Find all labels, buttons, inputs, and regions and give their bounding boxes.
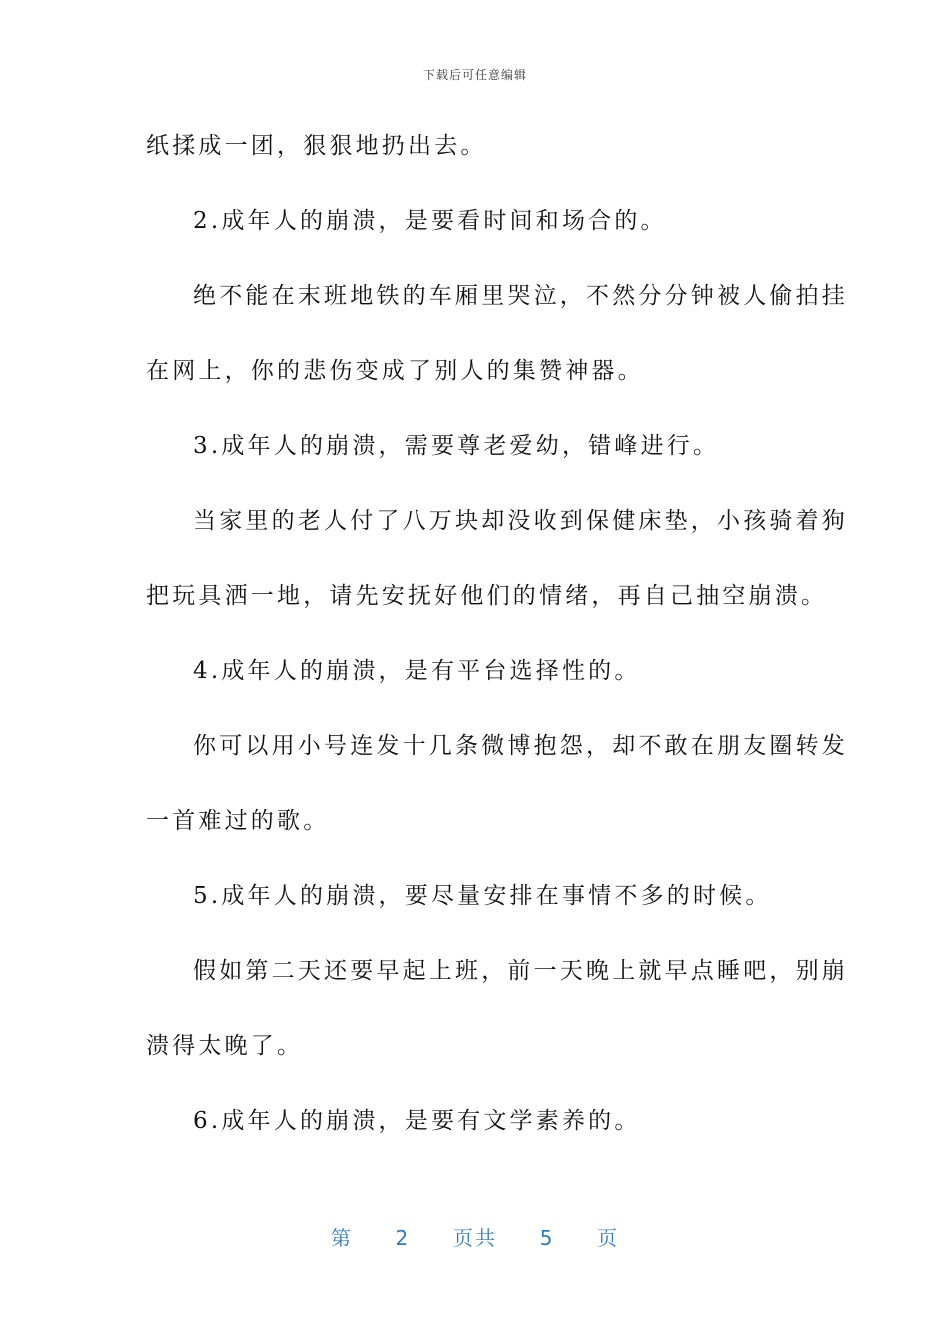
paragraph-line: 2.成年人的崩溃，是要看时间和场合的。 xyxy=(193,208,667,234)
paragraph-line: 5.成年人的崩溃，要尽量安排在事情不多的时候。 xyxy=(193,883,772,909)
paragraph-line: 假如第二天还要早起上班，前一天晚上就早点睡吧，别崩 xyxy=(193,958,848,984)
paragraph-line: 你可以用小号连发十几条微博抱怨，却不敢在朋友圈转发 xyxy=(193,733,848,759)
page-prefix: 第 xyxy=(330,1226,353,1250)
page-number-footer xyxy=(0,1222,950,1251)
paragraph-line: 一首难过的歌。 xyxy=(146,808,330,834)
page-middle-text: 页共 xyxy=(453,1226,497,1250)
total-pages-number: 5 xyxy=(539,1226,555,1250)
page-header: 下载后可任意编辑 xyxy=(422,68,527,82)
paragraph-line: 在网上，你的悲伤变成了别人的集赞神器。 xyxy=(146,358,644,384)
page-suffix: 页 xyxy=(597,1226,620,1250)
document-body xyxy=(146,121,848,1171)
paragraph-line: 3.成年人的崩溃，需要尊老爱幼，错峰进行。 xyxy=(193,433,720,459)
paragraph-line: 纸揉成一团，狠狠地扔出去。 xyxy=(146,133,487,159)
paragraph-line: 当家里的老人付了八万块却没收到保健床垫，小孩骑着狗 xyxy=(193,508,848,534)
paragraph-line: 绝不能在末班地铁的车厢里哭泣，不然分分钟被人偷拍挂 xyxy=(193,283,848,309)
paragraph-line: 6.成年人的崩溃，是要有文学素养的。 xyxy=(193,1108,641,1134)
paragraph-line: 溃得太晚了。 xyxy=(146,1033,304,1059)
current-page-number: 2 xyxy=(395,1226,411,1250)
paragraph-line: 4.成年人的崩溃，是有平台选择性的。 xyxy=(193,658,641,684)
paragraph-line: 把玩具洒一地，请先安抚好他们的情绪，再自己抽空崩溃。 xyxy=(146,583,828,609)
